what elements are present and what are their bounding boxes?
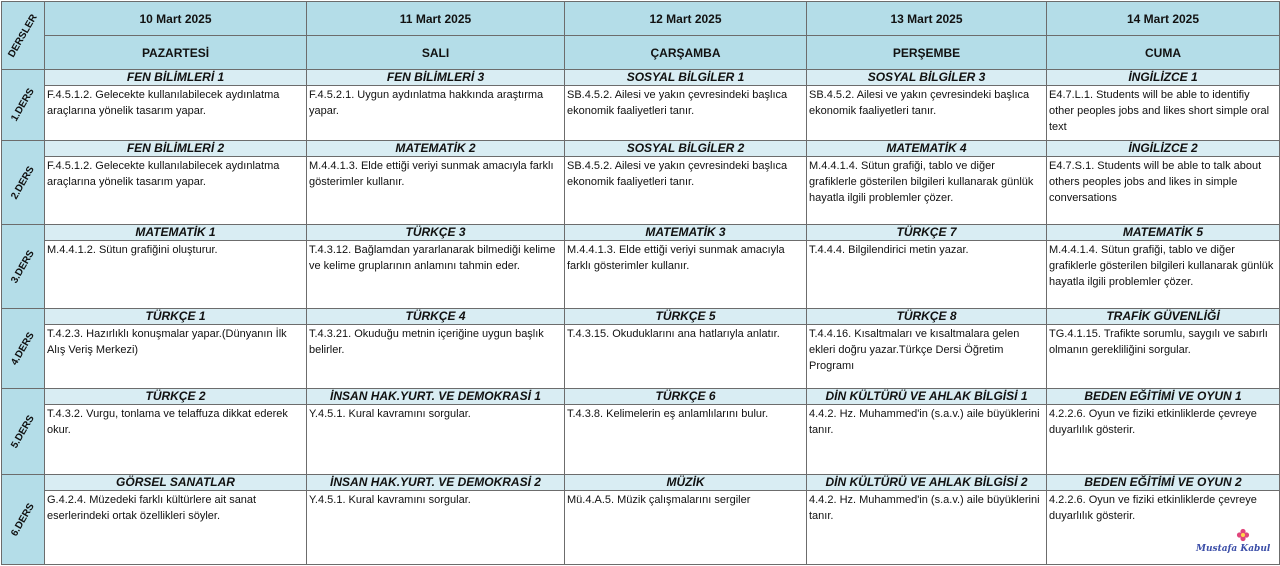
objective-text: Y.4.5.1. Kural kavramını sorgular. [309,408,471,420]
subject-title: TÜRKÇE 6 [565,389,806,405]
subject-title: SOSYAL BİLGİLER 3 [807,70,1046,86]
subject-title: BEDEN EĞİTİMİ VE OYUN 1 [1047,389,1279,405]
subject-title: TRAFİK GÜVENLİĞİ [1047,309,1279,325]
objective-text: TG.4.1.15. Trafikte sorumlu, saygılı ve sabırlı olmanın gerekliliğini sorgular. [1049,328,1268,356]
objective-text: M.4.4.1.3. Elde ettiği veriyi sunmak amacıyla farklı gösterimler kullanır. [567,244,785,272]
day-header: PERŞEMBE [807,36,1047,70]
signature [1196,528,1272,560]
objective-text: T.4.2.3. Hazırlıklı konuşmalar yapar.(Dünyanın İlk Alış Veriş Merkezi) [47,328,287,356]
lesson-cell [1047,141,1280,225]
objective-text: G.4.2.4. Müzedeki farklı kültürlere ait sanat eserlerindeki ortak özellikleri söyler. [47,494,257,522]
subject-title: FEN BİLİMLERİ 3 [307,70,564,86]
lesson-cell [807,70,1047,141]
lesson-cell [45,389,307,475]
lesson-cell [45,309,307,389]
lesson-cell [807,475,1047,565]
lesson-cell [45,475,307,565]
date-header: 14 Mart 2025 [1047,2,1280,36]
subject-title: DİN KÜLTÜRÜ VE AHLAK BİLGİSİ 2 [807,475,1046,491]
date-header: 13 Mart 2025 [807,2,1047,36]
subject-title: TÜRKÇE 8 [807,309,1046,325]
objective-text: T.4.4.16. Kısaltmaları ve kısaltmalara gelen ekleri doğru yazar.Türkçe Dersi Öğretim Programı [809,328,1020,372]
corner-label: DERSLER [6,12,40,59]
subject-title: FEN BİLİMLERİ 1 [45,70,306,86]
lesson-cell [565,475,807,565]
subject-title: MATEMATİK 2 [307,141,564,157]
objective-text: Y.4.5.1. Kural kavramını sorgular. [309,494,471,506]
subject-title: TÜRKÇE 1 [45,309,306,325]
lesson-row [2,309,1280,389]
objective-text: T.4.3.15. Okuduklarını ana hatlarıyla anlatır. [567,328,780,340]
objective-text: 4.2.2.6. Oyun ve fiziki etkinliklerde çevreye duyarlılık gösterir. [1049,494,1257,522]
subject-title: TÜRKÇE 3 [307,225,564,241]
subject-title: MATEMATİK 1 [45,225,306,241]
lesson-cell [565,141,807,225]
lesson-row [2,141,1280,225]
day-header: PAZARTESİ [45,36,307,70]
objective-text: E4.7.S.1. Students will be able to talk about others peoples jobs and likes in simple conversations [1049,160,1262,204]
lesson-label: 5.DERS [9,413,37,450]
subject-title: İNSAN HAK.YURT. VE DEMOKRASİ 1 [307,389,564,405]
objective-text: 4.2.2.6. Oyun ve fiziki etkinliklerde çevreye duyarlılık gösterir. [1049,408,1257,436]
subject-title: TÜRKÇE 4 [307,309,564,325]
lesson-cell [307,309,565,389]
date-header: 11 Mart 2025 [307,2,565,36]
lesson-row [2,225,1280,309]
lesson-cell [1047,70,1280,141]
subject-title: FEN BİLİMLERİ 2 [45,141,306,157]
lesson-row [2,70,1280,141]
lesson-row [2,389,1280,475]
subject-title: SOSYAL BİLGİLER 2 [565,141,806,157]
objective-text: SB.4.5.2. Ailesi ve yakın çevresindeki başlıca ekonomik faaliyetleri tanır. [809,89,1030,117]
subject-title: MATEMATİK 3 [565,225,806,241]
subject-title: GÖRSEL SANATLAR [45,475,306,491]
lesson-cell [307,70,565,141]
subject-title: TÜRKÇE 7 [807,225,1046,241]
objective-text: M.4.4.1.3. Elde ettiği veriyi sunmak amacıyla farklı gösterimler kullanır. [309,160,554,188]
lesson-cell [807,141,1047,225]
day-header: SALI [307,36,565,70]
lesson-cell [45,141,307,225]
lesson-cell [307,141,565,225]
objective-text: T.4.3.21. Okuduğu metnin içeriğine uygun başlık belirler. [309,328,544,356]
lesson-cell [807,389,1047,475]
subject-title: MATEMATİK 4 [807,141,1046,157]
subject-title: TÜRKÇE 5 [565,309,806,325]
objective-text: 4.4.2. Hz. Muhammed'in (s.a.v.) aile büyüklerini tanır. [809,494,1040,522]
objective-text: T.4.3.8. Kelimelerin eş anlamlılarını bulur. [567,408,769,420]
objective-text: M.4.4.1.4. Sütun grafiği, tablo ve diğer grafiklerle gösterilen bilgileri kullanarak günlük hayatla ilgili problemler çözer. [1049,244,1274,288]
lesson-cell [565,225,807,309]
lesson-label: 1.DERS [9,86,37,124]
objective-text: F.4.5.1.2. Gelecekte kullanılabilecek aydınlatma araçlarına yönelik tasarım yapar. [47,160,280,188]
lesson-label-cell [2,475,45,565]
objective-text: T.4.3.12. Bağlamdan yararlanarak bilmediği kelime ve kelime gruplarının anlamını tahmin eder. [309,244,556,272]
lesson-cell [807,309,1047,389]
weekly-schedule-table [1,1,1280,565]
lesson-label: 3.DERS [9,248,37,285]
day-header-row [2,36,1280,70]
lesson-label-cell [2,141,45,225]
objective-text: F.4.5.1.2. Gelecekte kullanılabilecek aydınlatma araçlarına yönelik tasarım yapar. [47,89,280,117]
subject-title: İNGİLİZCE 2 [1047,141,1279,157]
lesson-label-cell [2,70,45,141]
lesson-label: 4.DERS [9,330,37,367]
subject-title: İNSAN HAK.YURT. VE DEMOKRASİ 2 [307,475,564,491]
objective-text: 4.4.2. Hz. Muhammed'in (s.a.v.) aile büyüklerini tanır. [809,408,1040,436]
lesson-cell [45,225,307,309]
subject-title: DİN KÜLTÜRÜ VE AHLAK BİLGİSİ 1 [807,389,1046,405]
corner-cell [2,2,45,70]
objective-text: M.4.4.1.4. Sütun grafiği, tablo ve diğer grafiklerle gösterilen bilgileri kullanarak günlük hayatla ilgili problemler çözer. [809,160,1034,204]
objective-text: T.4.3.2. Vurgu, tonlama ve telaffuza dikkat ederek okur. [47,408,288,436]
date-header: 12 Mart 2025 [565,2,807,36]
subject-title: MÜZİK [565,475,806,491]
lesson-cell [807,225,1047,309]
flower-icon [1236,528,1250,542]
date-header-row [2,2,1280,36]
lesson-label: 2.DERS [9,164,37,201]
objective-text: E4.7.L.1. Students will be able to identifiy other peoples jobs and likes short simple oral text [1049,89,1270,133]
lesson-cell [565,309,807,389]
objective-text: M.4.4.1.2. Sütun grafiğini oluşturur. [47,244,218,256]
objective-text: T.4.4.4. Bilgilendirici metin yazar. [809,244,969,256]
lesson-cell [307,225,565,309]
lesson-label-cell [2,225,45,309]
lesson-cell [307,475,565,565]
subject-title: TÜRKÇE 2 [45,389,306,405]
objective-text: SB.4.5.2. Ailesi ve yakın çevresindeki başlıca ekonomik faaliyetleri tanır. [567,89,788,117]
subject-title: BEDEN EĞİTİMİ VE OYUN 2 [1047,475,1279,491]
lesson-row [2,475,1280,565]
lesson-label-cell [2,389,45,475]
subject-title: İNGİLİZCE 1 [1047,70,1279,86]
lesson-label-cell [2,309,45,389]
lesson-cell [565,70,807,141]
subject-title: MATEMATİK 5 [1047,225,1279,241]
subject-title: SOSYAL BİLGİLER 1 [565,70,806,86]
day-header: ÇARŞAMBA [565,36,807,70]
lesson-cell [1047,225,1280,309]
day-header: CUMA [1047,36,1280,70]
lesson-label: 6.DERS [9,501,37,538]
objective-text: SB.4.5.2. Ailesi ve yakın çevresindeki başlıca ekonomik faaliyetleri tanır. [567,160,788,188]
lesson-cell [1047,389,1280,475]
lesson-cell [45,70,307,141]
lesson-cell [307,389,565,475]
date-header: 10 Mart 2025 [45,2,307,36]
signature-text: Mustafa Kabul [1196,544,1271,554]
objective-text: F.4.5.2.1. Uygun aydınlatma hakkında araştırma yapar. [309,89,544,117]
objective-text: Mü.4.A.5. Müzik çalışmalarını sergiler [567,494,751,506]
lesson-cell [565,389,807,475]
lesson-cell [1047,309,1280,389]
